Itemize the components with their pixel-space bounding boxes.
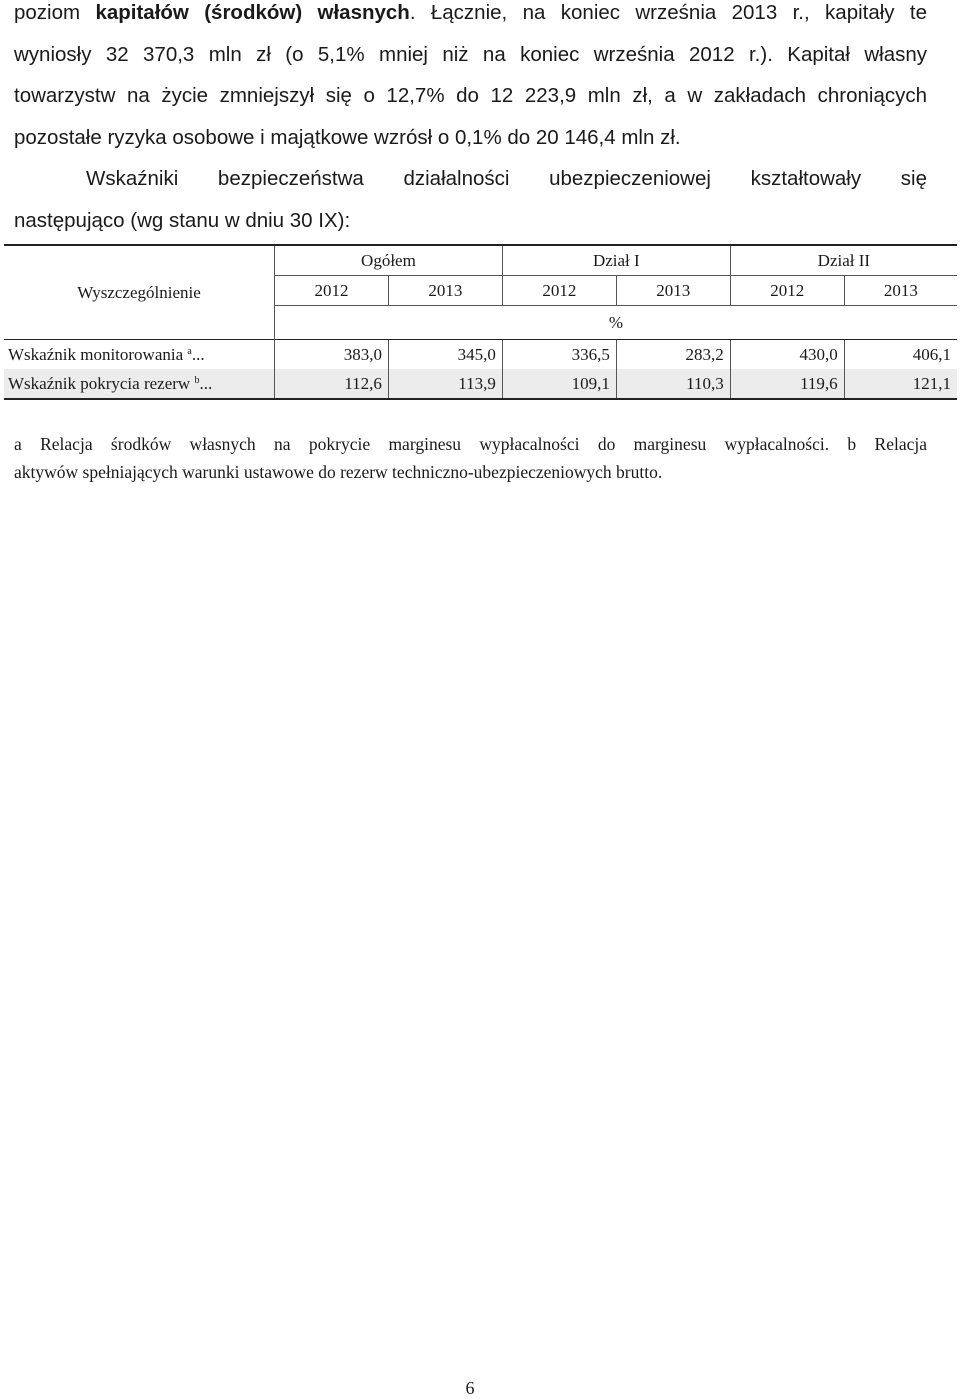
text-segment: . Łącznie, na koniec września 2013 r., kapitały te <box>409 1 928 24</box>
year-header: 2012 <box>275 276 389 306</box>
table-cell: 109,1 <box>502 369 616 399</box>
row-label-text: Wskaźnik pokrycia rezerw <box>8 373 191 393</box>
table-cell: 345,0 <box>388 340 502 370</box>
table-footnotes <box>14 430 927 486</box>
year-header: 2012 <box>502 276 616 306</box>
table-header-row <box>4 245 957 276</box>
table-cell: 119,6 <box>730 369 844 399</box>
table-cell: 406,1 <box>844 340 957 370</box>
table-cell: 430,0 <box>730 340 844 370</box>
row-header-label: Wyszczególnienie <box>4 245 275 340</box>
paragraph-capital <box>14 0 927 158</box>
table-cell: 113,9 <box>388 369 502 399</box>
leader-dots: ... <box>199 373 213 393</box>
table-cell: 383,0 <box>275 340 389 370</box>
unit-label: % <box>275 306 958 340</box>
footnote-line: aktywów spełniających warunki ustawowe do rezerw techniczno-ubezpieczeniowych brutto. <box>14 462 663 482</box>
safety-indicators-table <box>4 244 957 400</box>
paragraph-line: Wskaźniki bezpieczeństwa działalności ubezpieczeniowej kształtowały się <box>86 167 927 190</box>
leader-dots: ... <box>191 344 205 364</box>
year-header: 2013 <box>616 276 730 306</box>
row-label <box>4 340 275 370</box>
paragraph-line: następująco (wg stanu w dniu 30 IX): <box>14 208 351 232</box>
group-header: Dział I <box>502 245 730 276</box>
paragraph-line: pozostałe ryzyka osobowe i majątkowe wzrósł o 0,1% do 20 146,4 mln zł. <box>14 125 681 149</box>
paragraph-line: towarzystw na życie zmniejszył się o 12,7% do 12 223,9 mln zł, a w zakładach chroniących <box>14 84 927 107</box>
paragraph-line <box>14 0 927 34</box>
row-label <box>4 369 275 399</box>
page-number: 6 <box>465 1378 475 1398</box>
year-header: 2013 <box>844 276 957 306</box>
table-cell: 110,3 <box>616 369 730 399</box>
table-cell: 121,1 <box>844 369 957 399</box>
row-label-text: Wskaźnik monitorowania <box>8 344 184 364</box>
footnote-marker: a <box>187 345 192 357</box>
group-header: Dział II <box>730 245 957 276</box>
footnote-marker: b <box>194 374 200 386</box>
table-cell: 112,6 <box>275 369 389 399</box>
group-header: Ogółem <box>275 245 503 276</box>
paragraph-line: wyniosły 32 370,3 mln zł (o 5,1% mniej niż na koniec września 2012 r.). Kapitał własny <box>14 42 927 66</box>
table-row <box>4 369 957 399</box>
bold-term: kapitałów (środków) własnych <box>95 1 410 24</box>
table-cell: 283,2 <box>616 340 730 370</box>
table-row <box>4 340 957 370</box>
year-header: 2013 <box>388 276 502 306</box>
year-header: 2012 <box>730 276 844 306</box>
text-segment: poziom <box>14 1 96 24</box>
paragraph-indicators <box>14 158 927 241</box>
table-cell: 336,5 <box>502 340 616 370</box>
footnote-line: a Relacja środków własnych na pokrycie marginesu wypłacalności do marginesu wypłacalności. b Relacja <box>14 434 927 454</box>
